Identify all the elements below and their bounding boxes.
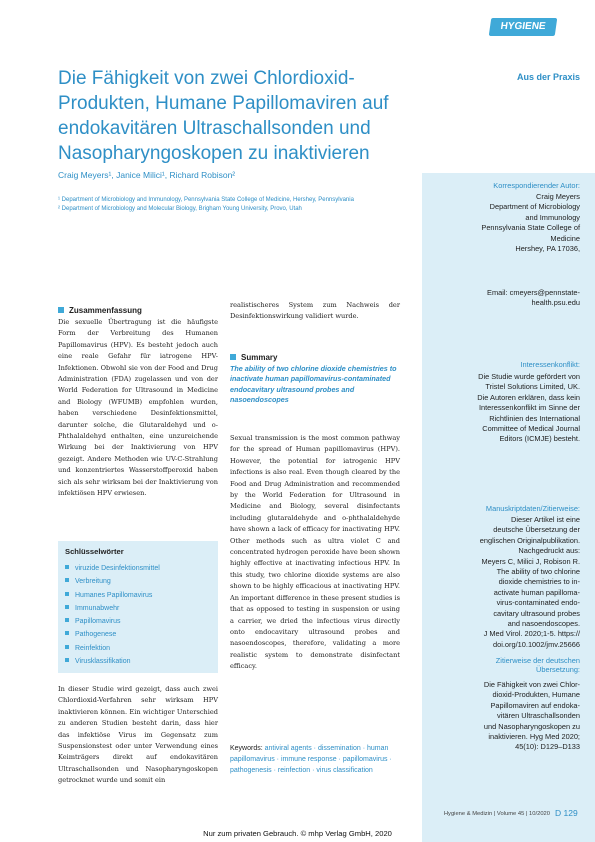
bullet-icon <box>65 631 69 635</box>
keyword-item: Reinfektion <box>65 642 215 655</box>
keyword-item: Papillomavirus <box>65 615 215 628</box>
zusammenfassung-text-continued: In dieser Studie wird gezeigt, dass auch zwei Chlordioxid-Verfahren sehr wirksam HPV inaktivieren können. Ein wichtiger Unterschied zu anderen Studien besteht darin, dass hier das infektiöse Virus im Gegensatz zum Suspensionstest oder unter Verwendung eines Keimträgers direkt auf endokavitären Ultraschallsonden und Nasopharyngoskopen getrocknet wurde und somit ein <box>58 685 218 785</box>
corresponding-author-heading: Korrespondierender Autor: <box>493 181 580 190</box>
manuscript-data-text: Dieser Artikel ist eine deutsche Übersetzung der englischen Originalpublikation. Nachgedruckt aus: Meyers C, Milici J, Robison R. The ability of two chlorine dioxide chemistries to in- activate human papilloma- virus-contaminated endo- cavitary ultrasound probes and nasoendoscopes. J Med Virol. 2020;1-5. https:// doi.org/10.1002/jmv.25666 <box>479 515 580 649</box>
conflict-of-interest-heading: Interessenkonflikt: <box>520 360 580 369</box>
bullet-icon <box>65 618 69 622</box>
copyright-notice: Nur zum privaten Gebrauch. © mhp Verlag GmbH, 2020 <box>203 829 392 838</box>
bullet-icon <box>65 605 69 609</box>
keyword-item: Verbreitung <box>65 575 215 588</box>
zusammenfassung-text: Die sexuelle Übertragung ist die häufigste Form der Verbreitung des Humanen Papillomavirus (HPV). Es besteht jedoch auch eine reale Gefahr für iatrogene HPV-Infektionen. Obwohl sie von der Food and Drug Administration (FDA) zugelassen und von der World Federation for Ultrasound in Medicine and Biology (WFUMB) empfohlen wurden, haben verschiedene Desinfektionsmittel, darunter solche, die Glutaraldehyd und o-Phthalaldehyd enthalten, eine unzureichende Wirkung bei der Inaktivierung von HPV gezeigt. Andere Methoden wie UV-C-Strahlung und konzentriertes Wasserstoffperoxid haben sich als sehr wirksam bei der Inaktivierung von infektiösen HPV erwiesen. <box>58 318 218 498</box>
zusammenfassung-heading: Zusammenfassung <box>58 306 142 315</box>
keyword-item: Humanes Papillomavirus <box>65 589 215 602</box>
journal-info: Hygiene & Medizin | Volume 45 | 10/2020 <box>443 811 550 817</box>
article-title: Die Fähigkeit von zwei Chlordioxid-Produkten, Humane Papillomaviren auf endokavitären Ultraschallsonden und Nasopharyngoskopen zu inaktivieren <box>58 68 389 164</box>
keyword-item: viruzide Desinfektionsmittel <box>65 562 215 575</box>
keywords-list <box>65 562 215 668</box>
bullet-icon <box>65 565 69 569</box>
bullet-icon <box>65 592 69 596</box>
keywords-label: Keywords: <box>230 745 263 752</box>
bullet-icon <box>65 578 69 582</box>
affiliation-2: ² Department of Microbiology and Molecular Biology, Brigham Young University, Provo, Utah <box>58 206 302 212</box>
citation-text: Die Fähigkeit von zwei Chlor- dioxid-Produkten, Humane Papillomaviren auf endoka- vitären Ultraschallsonden und Nasopharyngoskopen zu inaktivieren. Hyg Med 2020; 45(10): D129–D133 <box>483 680 580 752</box>
zusammenfassung-text-end: realistischeres System zum Nachweis der Desinfektionswirkung validiert wurde. <box>230 301 400 321</box>
summary-text: Sexual transmission is the most common pathway for the spread of Human papillomavirus (HPV). However, the potential for iatrogenic HPV infections is also real. Even though cleared by the Food and Drug Administration and recommended by the World Federation for Ultrasound in Medicine and Biology, several disinfectants including glutaraldehyde and o-phthalaldehyde have shown a lack of efficacy for inactivating HPV. Other methods such as ultra violet C and concentrated hydrogen peroxide have been shown highly effective at inactivating infectious HPV. In this study, two chlorine dioxide systems are also shown to be highly efficacious at inactivating HPV. An important difference in these present studies is that as opposed to testing in suspension or using a carrier, we dried the infectious virus directly onto endocavitary ultrasound probes and nasoendoscopes, therefore, validating a more realistic system to demonstrate disinfectant efficacy. <box>230 434 400 671</box>
bullet-icon <box>65 645 69 649</box>
affiliation-1: ¹ Department of Microbiology and Immunology, Pennsylvania State College of Medicine, Hershey, Pennsylvania <box>58 197 354 203</box>
summary-title: The ability of two chlorine dioxide chemistries to inactivate human papillomavirus-contaminated endocavitary ultrasound probes and nasoendoscopes <box>230 364 397 404</box>
keyword-item: Virusklassifikation <box>65 655 215 668</box>
citation-heading: Zitierweise der deutschen Übersetzung: <box>495 656 580 674</box>
keywords-values: antiviral agents · dissemination · human papillomavirus · immune response · papillomavirus · pathogenesis · reinfection · virus classification <box>230 745 392 774</box>
manuscript-data-heading: Manuskriptdaten/Zitierweise: <box>485 504 580 513</box>
keywords-heading: Schlüsselwörter <box>65 547 124 556</box>
conflict-of-interest-text: Die Studie wurde gefördert von Tristel Solutions Limited, UK. Die Autoren erklären, dass kein Interessenkonflikt im Sinne der Richtlinien des International Committee of Medical Journal Editors (ICMJE) besteht. <box>477 372 580 444</box>
page-number: D 129 <box>555 808 578 818</box>
section-marker-icon <box>58 307 64 313</box>
keyword-item: Immunabwehr <box>65 602 215 615</box>
summary-heading: Summary <box>230 353 277 362</box>
corresponding-author-address: Craig Meyers Department of Microbiology and Immunology Pennsylvania State College of Medicine Hershey, PA 17036, <box>481 192 580 254</box>
author-email: Email: cmeyers@pennstate- health.psu.edu <box>487 288 580 308</box>
journal-logo: HYGIENE <box>489 18 558 36</box>
authors: Craig Meyers¹, Janice Milici¹, Richard Robison² <box>58 170 236 180</box>
bullet-icon <box>65 658 69 662</box>
section-label: Aus der Praxis <box>516 72 580 82</box>
affiliations <box>58 196 418 214</box>
section-marker-icon <box>230 354 236 360</box>
keywords-english <box>230 743 400 776</box>
keyword-item: Pathogenese <box>65 628 215 641</box>
